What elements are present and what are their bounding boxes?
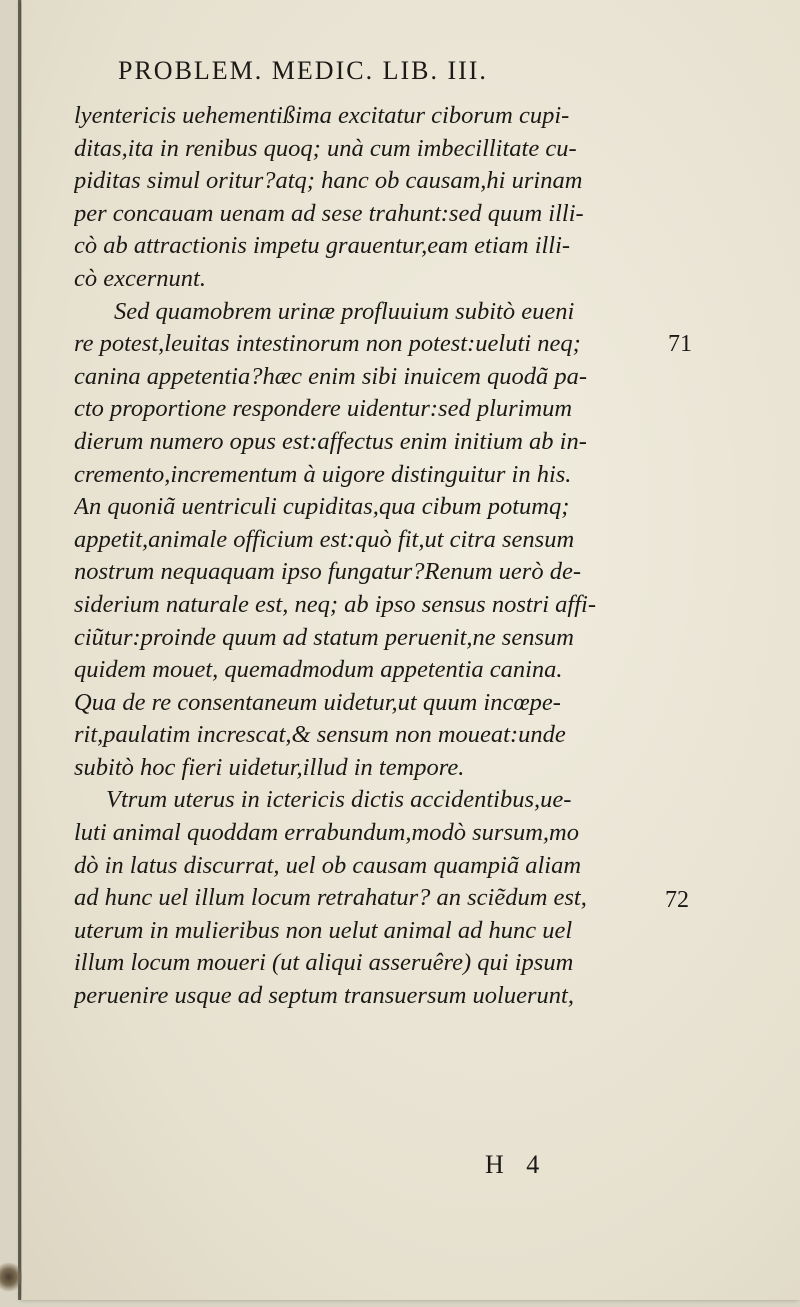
- body-text: [74, 100, 659, 1013]
- text-line: Vtrum uterus in ictericis dictis accidentibus,ue-: [106, 786, 572, 814]
- page-gutter-edge: [18, 0, 21, 1300]
- text-line: An quoniã uentriculi cupiditas,qua cibum potumq;: [74, 493, 570, 521]
- text-line: ditas,ita in renibus quoq; unà cum imbecillitate cu-: [74, 134, 577, 162]
- ink-stain: [0, 1262, 22, 1292]
- text-line: lyentericis uehementißima excitatur ciborum cupi-: [74, 102, 570, 129]
- text-line: luti animal quoddam errabundum,modò sursum,mo: [74, 819, 579, 847]
- text-line: cremento,incrementum à uigore distinguitur in his.: [74, 460, 572, 488]
- text-line: dierum numero opus est:affectus enim initium ab in-: [74, 427, 587, 455]
- text-line: quidem mouet, quemadmodum appetentia canina.: [74, 656, 563, 684]
- text-line: canina appetentia?hæc enim sibi inuicem quodã pa-: [74, 362, 588, 390]
- text-line: Sed quamobrem urinæ profluuium subitò eueni: [114, 297, 575, 325]
- text-line: subitò hoc fieri uidetur,illud in tempore.: [74, 753, 465, 781]
- text-line: peruenire usque ad septum transuersum uoluerunt,: [74, 982, 574, 1010]
- text-line: cò excernunt.: [74, 264, 206, 292]
- text-line: cò ab attractionis impetu grauentur,eam etiam illi-: [74, 232, 571, 260]
- text-line: uterum in mulieribus non uelut animal ad hunc uel: [74, 916, 573, 944]
- text-line: per concauam uenam ad sese trahunt:sed quum illi-: [74, 199, 584, 227]
- text-line: ad hunc uel illum locum retrahatur? an sciẽdum est,: [74, 884, 587, 912]
- text-line: illum locum moueri (ut aliqui asseruêre) qui ipsum: [74, 949, 574, 977]
- signature-mark: H 4: [485, 1150, 548, 1179]
- text-line: ciũtur:proinde quum ad statum peruenit,ne sensum: [74, 623, 574, 651]
- text-line: piditas simul oritur?atq; hanc ob causam,hi urinam: [74, 167, 583, 195]
- margin-number: 72: [665, 887, 689, 913]
- running-header: PROBLEM. MEDIC. LIB. III.: [118, 56, 488, 85]
- text-line: appetit,animale officium est:quò fit,ut citra sensum: [74, 525, 575, 553]
- text-line: cto proportione respondere uidentur:sed plurimum: [74, 395, 573, 423]
- text-line: siderium naturale est, neq; ab ipso sensus nostri affi-: [74, 590, 596, 618]
- text-line: nostrum nequaquam ipso fungatur?Renum uerò de-: [74, 558, 581, 586]
- margin-number: 71: [668, 331, 692, 357]
- text-line: Qua de re consentaneum uidetur,ut quum incœpe-: [74, 688, 561, 716]
- text-line: re potest,leuitas intestinorum non potest:ueluti neq;: [74, 330, 581, 358]
- text-line: rit,paulatim increscat,& sensum non moueat:unde: [74, 721, 566, 749]
- text-line: dò in latus discurrat, uel ob causam quampiã aliam: [74, 851, 582, 879]
